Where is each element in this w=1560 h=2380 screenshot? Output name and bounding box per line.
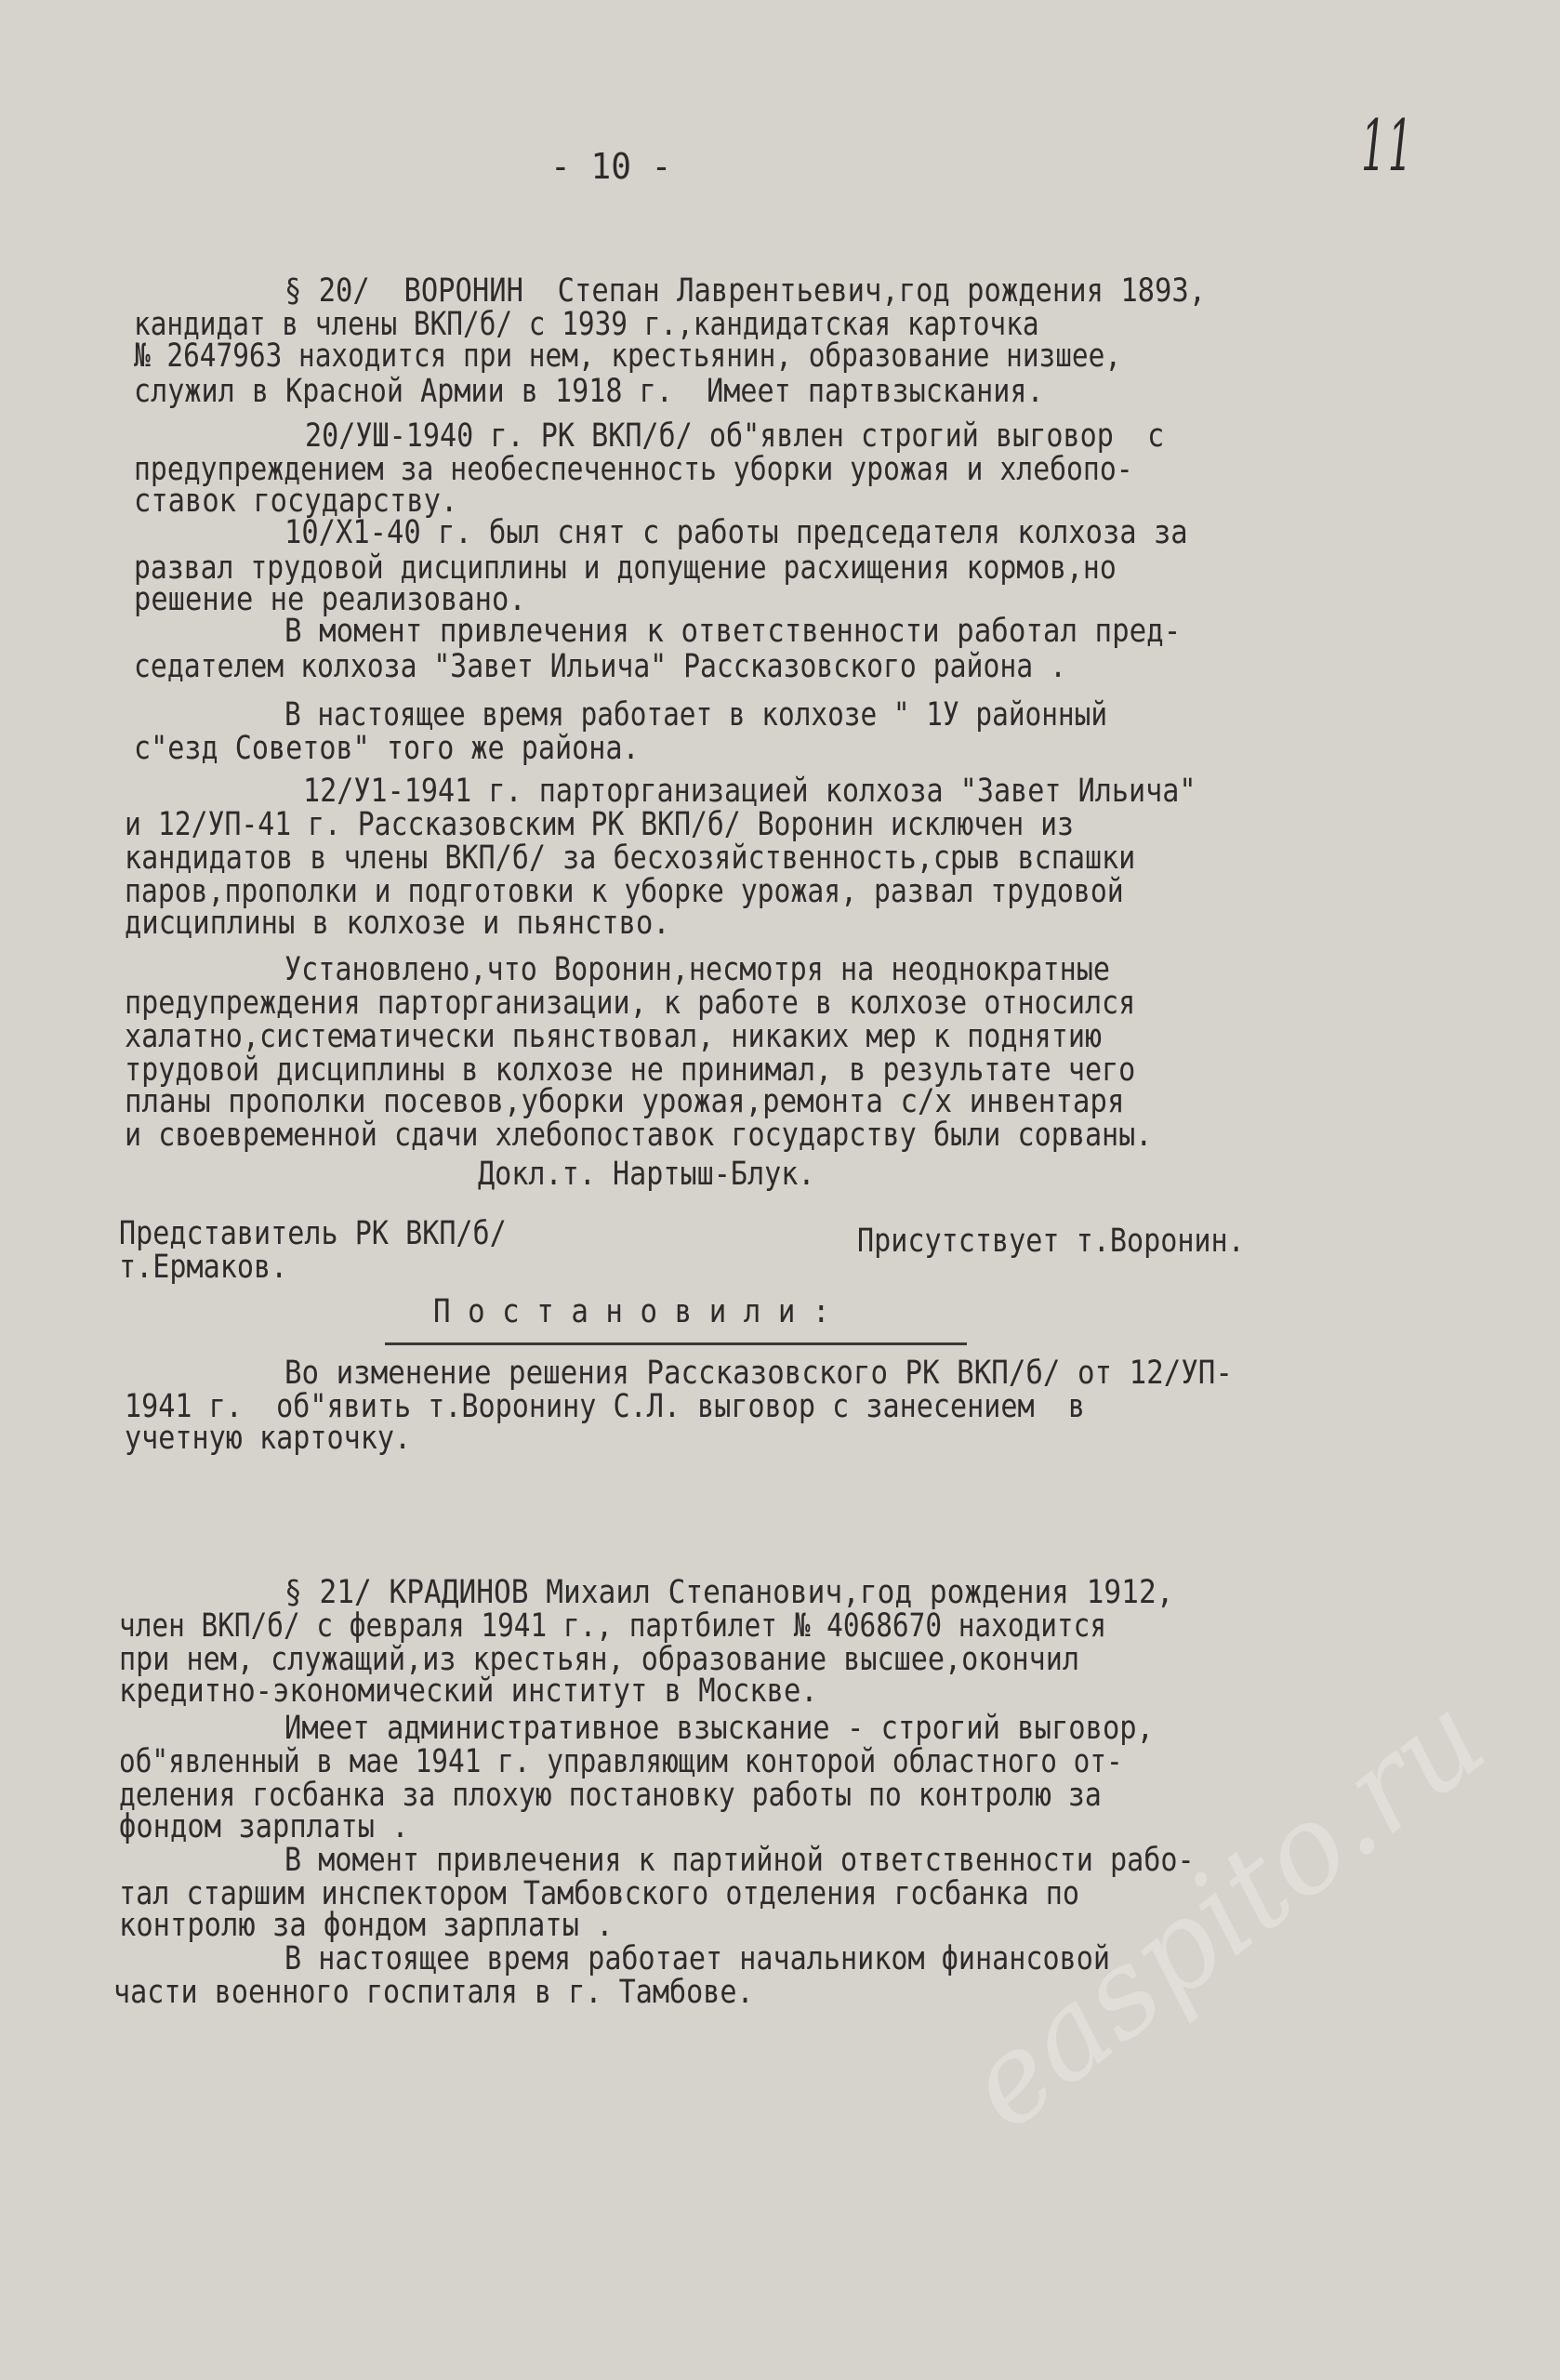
text-line: § 21/ КРАДИНОВ Михаил Степанович,год рождения 1912, <box>284 1574 1174 1611</box>
text-line: фондом зарплаты . <box>119 1808 409 1845</box>
text-line: 12/У1-1941 г. парторганизацией колхоза "Завет Ильича" <box>303 773 1196 810</box>
representative-line: Представитель РК ВКП/б/ <box>119 1215 507 1252</box>
text-line: халатно,систематически пьянствовал, никаких мер к поднятию <box>125 1018 1103 1055</box>
text-line: с"езд Советов" того же района. <box>134 730 640 767</box>
text-line: планы прополки посевов,уборки урожая,ремонта с/х инвентаря <box>125 1083 1125 1120</box>
text-line: В настоящее время работает в колхозе " 1У районный <box>284 696 1108 734</box>
text-line: седателем колхоза "Завет Ильича" Рассказовского района . <box>134 648 1067 685</box>
text-line: трудовой дисциплины в колхозе не принимал, в результате чего <box>125 1051 1136 1089</box>
text-line: контролю за фондом зарплаты . <box>119 1907 614 1944</box>
text-line: В настоящее время работает начальником финансовой <box>284 1940 1110 1977</box>
text-line: член ВКП/б/ с февраля 1941 г., партбилет № 4068670 находится <box>119 1607 1107 1645</box>
text-line: В момент привлечения к партийной ответственности рабо- <box>284 1842 1195 1879</box>
decision-line: Во изменение решения Рассказовского РК ВКП/б/ от 12/УП- <box>284 1355 1233 1392</box>
text-line: кандидат в члены ВКП/б/ с 1939 г.,кандидатская карточка <box>134 306 1039 343</box>
text-line: № 2647963 находится при нем, крестьянин, образование низшее, <box>134 337 1122 375</box>
text-line: при нем, служащий,из крестьян, образование высшее,окончил <box>119 1641 1079 1678</box>
decision-line: учетную карточку. <box>125 1420 412 1457</box>
text-line: паров,прополки и подготовки к уборке урожая, развал трудовой <box>125 873 1124 910</box>
watermark: easpito.ru <box>939 1666 1511 2157</box>
text-line: и 12/УП-41 г. Рассказовским РК ВКП/б/ Воронин исключен из <box>125 806 1074 843</box>
text-line: развал трудовой дисциплины и допущение расхищения кормов,но <box>134 549 1117 587</box>
handwritten-page-number: 11 <box>1361 104 1415 187</box>
present-line: Присутствует т.Воронин. <box>857 1223 1245 1260</box>
page-number: - 10 - <box>550 146 672 187</box>
text-line: предупреждения парторганизации, к работе в колхозе относился <box>125 985 1136 1022</box>
text-line: решение не реализовано. <box>134 581 526 618</box>
text-line: предупреждением за необеспеченность уборки урожая и хлебопо- <box>134 451 1133 488</box>
text-line: § 20/ ВОРОНИН Степан Лаврентьевич,год рождения 1893, <box>284 272 1207 310</box>
representative-name: т.Ермаков. <box>119 1249 288 1286</box>
text-line: В момент привлечения к ответственности работал пред- <box>284 613 1182 650</box>
text-line: 20/УШ-1940 г. РК ВКП/б/ об"явлен строгий выговор с <box>305 417 1165 455</box>
resolved-heading: П о с т а н о в и л и : <box>433 1293 830 1330</box>
text-line: деления госбанка за плохую постановку работы по контролю за <box>119 1777 1102 1814</box>
text-line: тал старшим инспектором Тамбовского отделения госбанка по <box>119 1875 1079 1912</box>
text-line: кредитно-экономический институт в Москве. <box>119 1673 818 1710</box>
text-line: ставок государству. <box>134 483 458 520</box>
decision-line: 1941 г. об"явить т.Воронину С.Л. выговор с занесением в <box>125 1388 1085 1425</box>
heading-underline <box>385 1342 967 1345</box>
text-line: об"явленный в мае 1941 г. управляющим конторой областного от- <box>119 1743 1123 1780</box>
text-line: 10/Х1-40 г. был снят с работы председателя колхоза за <box>284 514 1188 551</box>
text-line: и своевременной сдачи хлебопоставок государству были сорваны. <box>125 1117 1153 1154</box>
text-line: дисциплины в колхозе и пьянство. <box>125 905 670 942</box>
text-line: Докл.т. Нартыш-Блук. <box>478 1156 815 1193</box>
text-line: кандидатов в члены ВКП/б/ за бесхозяйственность,срыв вспашки <box>125 840 1136 877</box>
text-line: части военного госпиталя в г. Тамбове. <box>113 1974 754 2011</box>
text-line: служил в Красной Армии в 1918 г. Имеет партвзыскания. <box>134 373 1044 410</box>
text-line: Имеет административное взыскание - строгий выговор, <box>284 1710 1154 1747</box>
text-line: Установлено,что Воронин,несмотря на неоднократные <box>284 951 1110 988</box>
